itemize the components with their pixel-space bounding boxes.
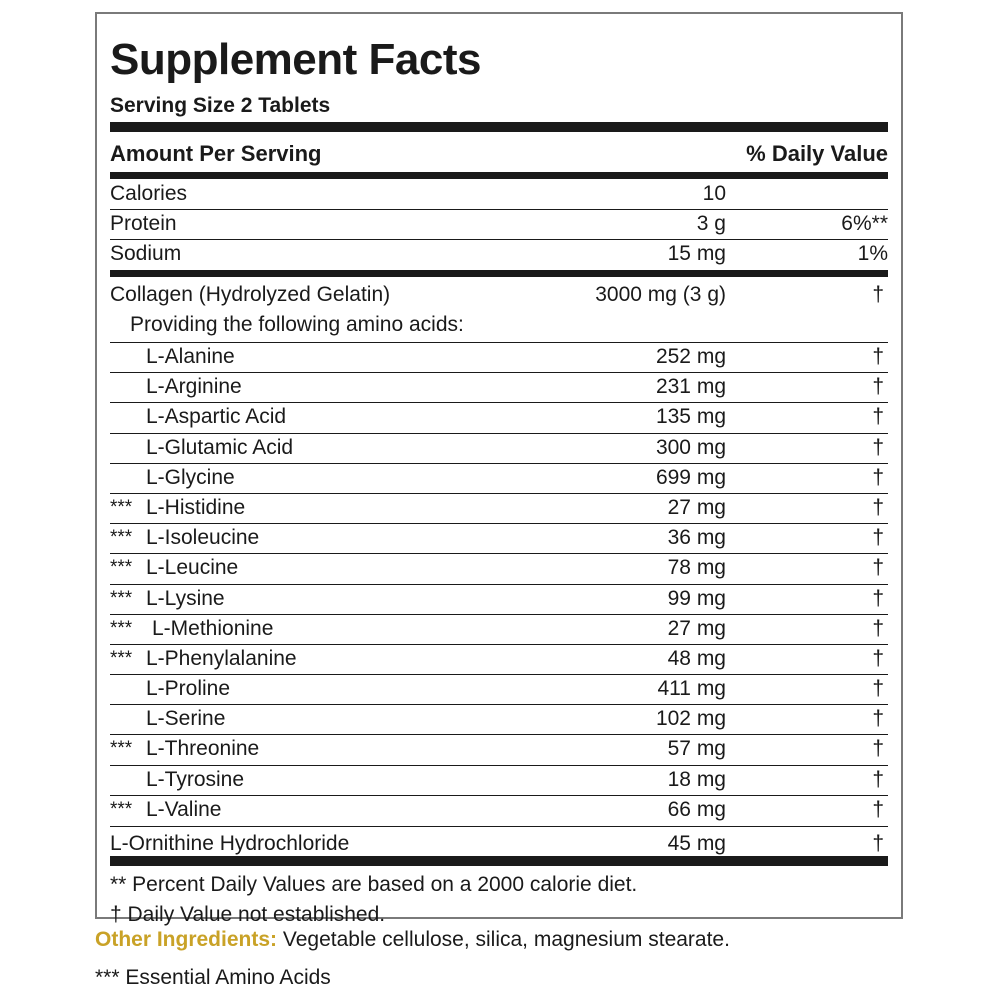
bottom-thick-divider [110,856,888,866]
amount-header [110,137,888,171]
amino-acid-amount: 135 mg [655,405,726,429]
serving-size: Serving Size 2 Tablets [110,94,331,117]
collagen-section [110,281,888,343]
amino-acid-name: L-Glycine [146,465,235,489]
amino-acid-row [110,524,888,554]
dagger-mark: † [872,465,884,489]
daily-value-label: % Daily Value [746,141,888,166]
amino-acid-amount: 27 mg [667,495,726,519]
nutrient-name: Sodium [110,242,182,265]
dagger-mark: † [872,586,884,610]
amino-acid-amount: 252 mg [655,345,726,368]
other-ingredients [95,927,730,953]
nutrient-amount: 3 g [696,212,726,235]
providing-row [110,311,888,343]
amino-acid-row [110,373,888,403]
amino-acid-amount: 48 mg [667,646,726,670]
amino-acid-amount: 411 mg [657,677,726,701]
amino-acid-name: L-Aspartic Acid [146,405,287,429]
other-ingredients-label: Other Ingredients: [95,928,278,951]
amino-acid-amount: 36 mg [667,526,726,550]
amino-acid-row [110,615,888,645]
dagger-mark: † [872,646,884,670]
amino-acid-name: L-Glutamic Acid [146,435,294,459]
dagger-mark: † [872,405,884,429]
amino-acid-name: L-Serine [146,707,226,731]
amino-acid-row [110,494,888,524]
amino-acid-row [110,434,888,464]
essential-marker: *** [110,798,133,820]
amino-acid-row [110,645,888,675]
essential-amino-note: *** Essential Amino Acids [95,966,331,989]
essential-marker: *** [110,496,133,518]
amino-acid-row [110,796,888,827]
amino-acid-list [110,343,888,827]
essential-marker: *** [110,647,133,669]
amino-acid-name: L-Tyrosine [146,767,245,791]
amino-acid-row [110,585,888,615]
amino-acid-name: L-Isoleucine [146,526,260,550]
collagen-row [110,281,888,311]
supplement-facts-panel [95,12,903,926]
amino-acid-row [110,343,888,373]
nutrient-row [110,210,888,240]
amino-acid-amount: 699 mg [655,465,726,489]
dagger-mark: † [872,832,884,855]
amino-acid-amount: 27 mg [667,616,726,640]
amino-acid-name: L-Leucine [146,556,239,580]
footnote-daily-values: ** Percent Daily Values are based on a 2000 calorie diet. [110,873,638,896]
dagger-mark: † [872,556,884,580]
providing-text: Providing the following amino acids: [130,313,464,336]
dagger-mark: † [872,526,884,550]
amino-acid-amount: 78 mg [667,556,726,580]
nutrient-name: Calories [110,182,188,205]
thick-divider [110,122,888,132]
essential-marker: *** [110,587,133,609]
other-ingredients-text: Vegetable cellulose, silica, magnesium stearate. [277,928,730,951]
amino-acid-row [110,554,888,584]
nutrient-dv: 1% [857,242,888,265]
amino-acid-row [110,735,888,765]
dagger-mark: † [872,375,884,399]
amino-acid-name: L-Arginine [146,375,242,399]
amino-acid-amount: 57 mg [667,737,726,761]
amino-acid-row [110,403,888,433]
essential-marker: *** [110,557,133,579]
dagger-mark: † [872,283,884,306]
dagger-mark: † [872,345,884,368]
dagger-mark: † [872,737,884,761]
amino-acid-amount: 18 mg [667,767,726,791]
basic-nutrients [110,180,888,270]
panel-title: Supplement Facts [110,35,481,84]
amino-acid-row [110,705,888,735]
nutrient-dv: 6%** [841,212,888,235]
amino-acid-name: L-Valine [146,797,222,821]
amino-acid-name: L-Proline [146,677,231,701]
amount-per-serving-label: Amount Per Serving [110,141,322,166]
amino-acid-row [110,675,888,705]
nutrient-row [110,180,888,210]
essential-marker: *** [110,738,133,760]
amino-acid-name: L-Alanine [146,345,235,368]
amino-acid-name: L-Methionine [152,616,274,640]
ornithine-amount: 45 mg [667,832,726,855]
dagger-mark: † [872,767,884,791]
essential-marker: *** [110,617,133,639]
panel-content [110,14,888,926]
section-divider [110,270,888,277]
amino-acid-name: L-Threonine [146,737,260,761]
amino-acid-row [110,464,888,494]
essential-marker: *** [110,527,133,549]
amino-acid-name: L-Histidine [146,495,246,519]
amino-acid-row [110,766,888,796]
dagger-mark: † [872,616,884,640]
amino-acid-amount: 102 mg [655,707,726,731]
collagen-name: Collagen (Hydrolyzed Gelatin) [110,283,391,306]
dagger-mark: † [872,677,884,701]
collagen-amount: 3000 mg (3 g) [595,283,726,306]
nutrient-row [110,240,888,270]
dagger-mark: † [872,797,884,821]
dagger-mark: † [872,435,884,459]
amino-acid-name: L-Phenylalanine [146,646,297,670]
header-divider [110,172,888,179]
nutrient-amount: 10 [702,182,726,205]
footnote-dagger: † Daily Value not established. [110,903,386,926]
amino-acid-amount: 300 mg [655,435,726,459]
dagger-mark: † [872,495,884,519]
amino-acid-name: L-Lysine [146,586,225,610]
dagger-mark: † [872,707,884,731]
amino-acid-amount: 99 mg [667,586,726,610]
amino-acid-amount: 231 mg [655,375,726,399]
amino-acid-amount: 66 mg [667,797,726,821]
nutrient-name: Protein [110,212,177,235]
nutrient-amount: 15 mg [667,242,726,265]
ornithine-name: L-Ornithine Hydrochloride [110,832,350,855]
